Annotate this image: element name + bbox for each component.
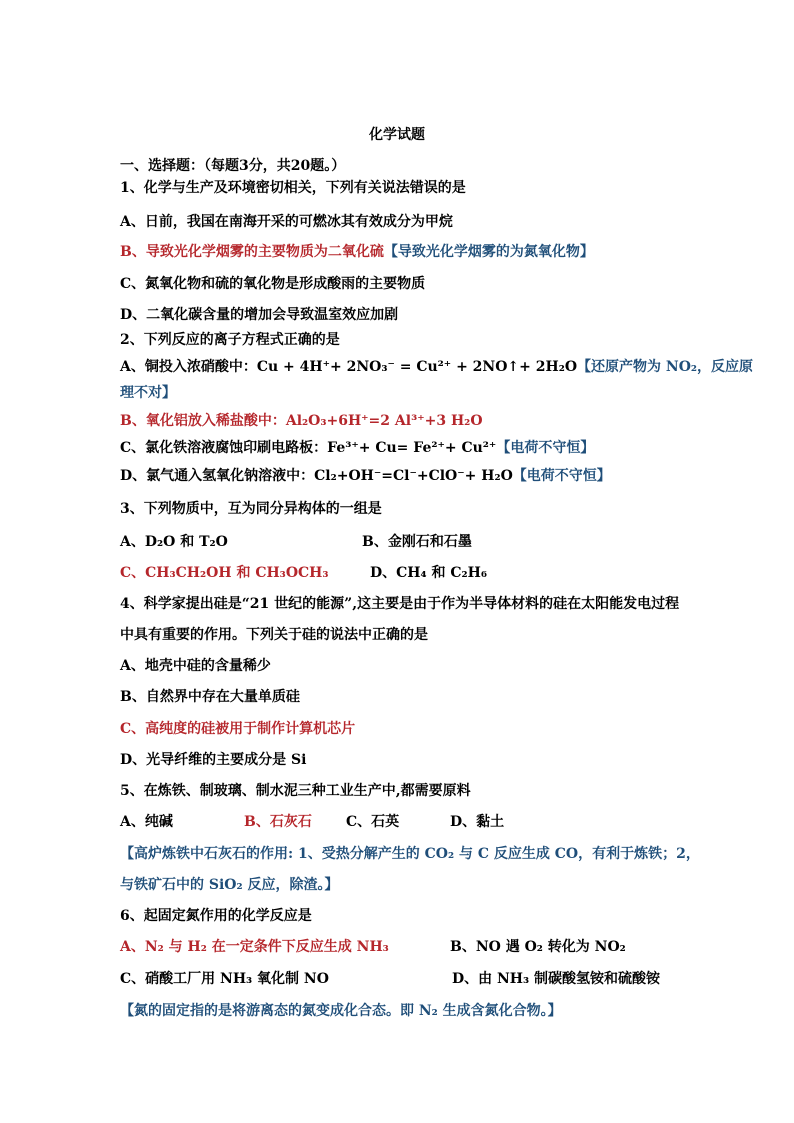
q2-stem: 2、下列反应的离子方程式正确的是 xyxy=(120,332,340,348)
q2-option-a-line xyxy=(120,357,753,377)
q5-option-c: C、石英 xyxy=(346,814,400,830)
q4-option-b: B、自然界中存在大量单质硅 xyxy=(120,689,300,705)
q3-option-a: A、D₂O 和 T₂O xyxy=(120,534,228,550)
q5-note-line2: 与铁矿石中的 SiO₂ 反应，除渣。】 xyxy=(120,877,339,893)
q1-option-d: D、二氧化碳含量的增加会导致温室效应加剧 xyxy=(120,307,399,323)
q5-option-a: A、纯碱 xyxy=(120,814,173,830)
q1-option-b-line xyxy=(120,242,594,262)
q3-option-c: C、CH₃CH₂OH 和 CH₃OCH₃ xyxy=(120,565,329,581)
q3-stem: 3、下列物质中，互为同分异构体的一组是 xyxy=(120,501,382,517)
section-heading: 一、选择题：（每题3分，共20题。） xyxy=(120,158,346,174)
q2-option-c-line xyxy=(120,438,594,458)
page-title: 化学试题 xyxy=(369,127,425,143)
q5-options-row xyxy=(120,812,690,832)
q4-option-a: A、地壳中硅的含量稀少 xyxy=(120,658,271,674)
q6-option-c: C、硝酸工厂用 NH₃ 氧化制 NO xyxy=(120,971,329,987)
q2-option-c-note: 【电荷不守恒】 xyxy=(496,440,595,456)
q3-options-row1 xyxy=(120,532,690,552)
q6-options-row1 xyxy=(120,937,690,957)
q1-option-a: A、日前，我国在南海开采的可燃冰其有效成分为甲烷 xyxy=(120,214,453,230)
q2-option-c: C、氯化铁溶液腐蚀印刷电路板：Fe³⁺+ Cu= Fe²⁺+ Cu²⁺ xyxy=(120,440,497,456)
q3-options-row2 xyxy=(120,563,690,583)
q5-option-d: D、黏土 xyxy=(450,814,505,830)
q2-option-a: A、铜投入浓硝酸中：Cu + 4H⁺+ 2NO₃⁻ = Cu²⁺ + 2NO↑+ 2H₂O xyxy=(120,359,578,375)
q2-option-d-line xyxy=(120,466,611,486)
q5-option-b: B、石灰石 xyxy=(244,814,312,830)
q6-option-b: B、NO 遇 O₂ 转化为 NO₂ xyxy=(450,939,626,955)
q1-option-c: C、氮氧化物和硫的氧化物是形成酸雨的主要物质 xyxy=(120,276,426,292)
q4-option-d: D、光导纤维的主要成分是 Si xyxy=(120,752,307,768)
q2-option-d-note: 【电荷不守恒】 xyxy=(512,468,611,484)
q4-option-c: C、高纯度的硅被用于制作计算机芯片 xyxy=(120,721,356,737)
q1-option-b-note: 【导致光化学烟雾的为氮氧化物】 xyxy=(383,244,594,260)
q2-option-b: B、氧化铝放入稀盐酸中：Al₂O₃+6H⁺=2 Al³⁺+3 H₂O xyxy=(120,413,483,429)
q4-stem-line2: 中具有重要的作用。下列关于硅的说法中正确的是 xyxy=(120,627,428,643)
q5-note-line1: 【高炉炼铁中石灰石的作用: 1、受热分解产生的 CO₂ 与 C 反应生成 CO，有利于炼铁；2， xyxy=(120,846,700,862)
q6-options-row2 xyxy=(120,969,690,989)
q3-option-b: B、金刚石和石墨 xyxy=(362,534,472,550)
q2-option-a-note-cont: 理不对】 xyxy=(120,385,176,401)
q2-option-a-note: 【还原产物为 NO₂，反应原 xyxy=(577,359,754,375)
q3-option-d: D、CH₄ 和 C₂H₆ xyxy=(370,565,488,581)
q1-stem: 1、化学与生产及环境密切相关，下列有关说法错误的是 xyxy=(120,180,466,196)
q1-option-b: B、导致光化学烟雾的主要物质为二氧化硫 xyxy=(120,244,384,260)
q6-note: 【氮的固定指的是将游离态的氮变成化合态。即 N₂ 生成含氮化合物。】 xyxy=(120,1003,562,1019)
q6-option-a: A、N₂ 与 H₂ 在一定条件下反应生成 NH₃ xyxy=(120,939,389,955)
q6-option-d: D、由 NH₃ 制碳酸氢铵和硫酸铵 xyxy=(452,971,661,987)
q5-stem: 5、在炼铁、制玻璃、制水泥三种工业生产中,都需要原料 xyxy=(120,783,471,799)
q6-stem: 6、起固定氮作用的化学反应是 xyxy=(120,908,312,924)
q4-stem-line1: 4、科学家提出硅是“21 世纪的能源”,这主要是由于作为半导体材料的硅在太阳能发电过程 xyxy=(120,596,680,612)
q2-option-d: D、氯气通入氢氧化钠溶液中：Cl₂+OH⁻=Cl⁻+ClO⁻+ H₂O xyxy=(120,468,513,484)
